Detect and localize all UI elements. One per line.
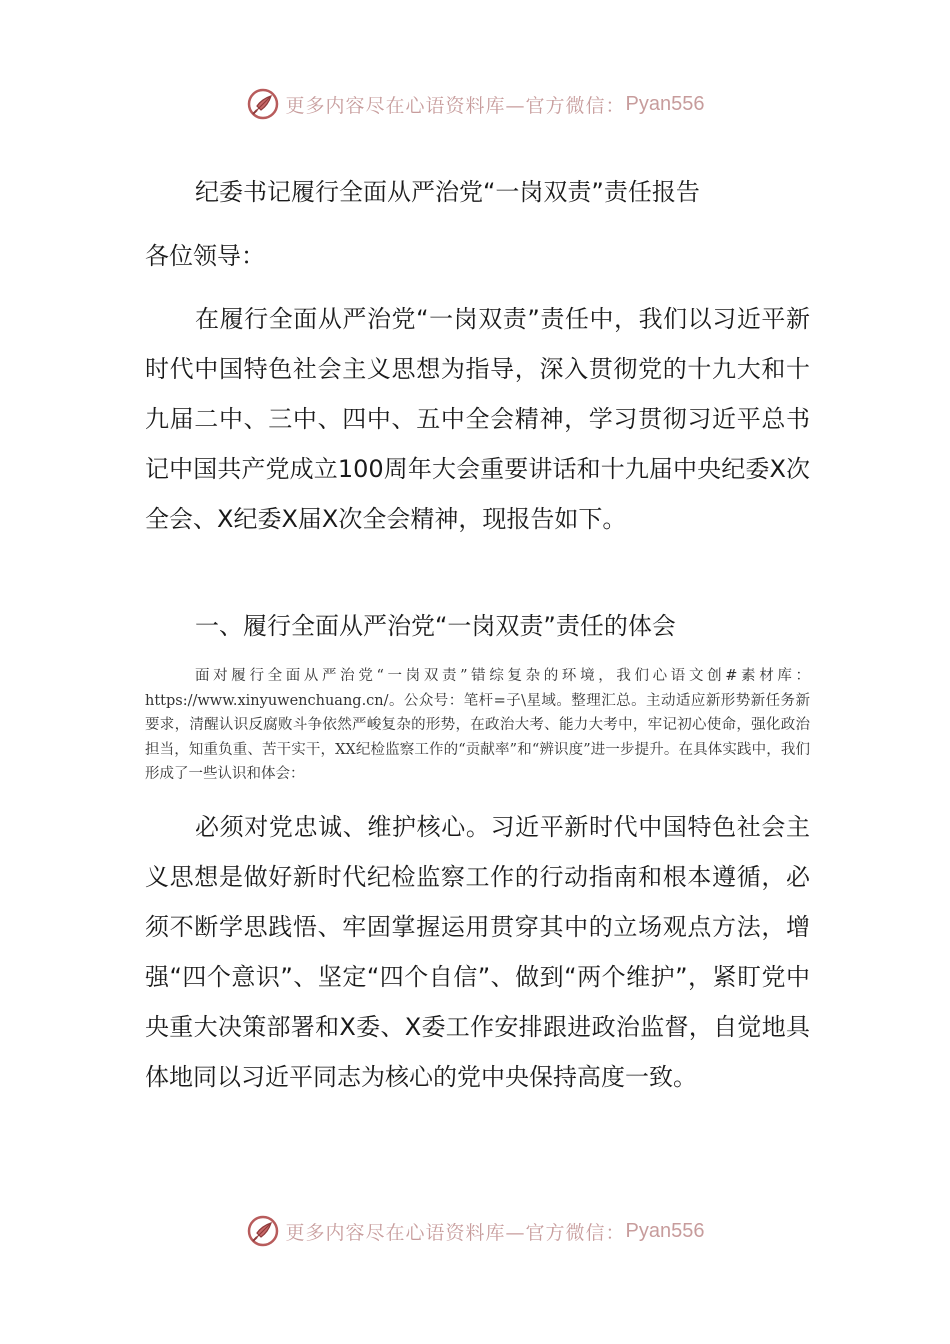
banner-text: 更多内容尽在心语资料库—官方微信： xyxy=(285,94,626,117)
small-paragraph: 面对履行全面从严治党“一岗双责”错综复杂的环境，我们心语文创#素材库：https://www.xinyuwenchuang.cn/。公众号：笔杆=子\星域。整理汇总。主动适应新形势新任务新要求，清醒认识反腐败斗争依然严峻复杂的形势，在政治大考、能力大考中，牢记初心使命，强化政治担当，知重负重、苦干实干，XX纪检监察工作的“贡献率”和“辨识度”进一步提升。在具体实践中，我们形成了一些认识和体会： xyxy=(145,668,810,782)
banner-wechat-id: Pyan556 xyxy=(625,92,705,115)
document-title: 纪委书记履行全面从严治党“一岗双责”责任报告 xyxy=(195,178,700,206)
footer-banner xyxy=(0,1211,950,1251)
body-paragraph: 必须对党忠诚、维护核心。习近平新时代中国特色社会主义思想是做好新时代纪检监察工作的行动指南和根本遵循，必须不断学思践悟、牢固掌握运用贯穿其中的立场观点方法，增强“四个意识”、坚定“四个自信”、做到“两个维护”，紧盯党中央重大决策部署和X委、X委工作安排跟进政治监督，自觉地具体地同以习近平同志为核心的党中央保持高度一致。 xyxy=(145,813,810,1091)
section-heading: 一、履行全面从严治党“一岗双责”责任的体会 xyxy=(195,612,676,640)
banner-wechat-id: Pyan556 xyxy=(625,1219,705,1242)
quill-logo-icon xyxy=(246,1214,280,1248)
quill-logo-icon xyxy=(246,87,280,121)
body-block xyxy=(145,802,810,1102)
header-banner xyxy=(0,84,950,124)
intro-paragraph: 在履行全面从严治党“一岗双责”责任中，我们以习近平新时代中国特色社会主义思想为指导，深入贯彻党的十九大和十九届二中、三中、四中、五中全会精神，学习贯彻习近平总书记中国共产党成立100周年大会重要讲话和十九届中央纪委X次全会、X纪委X届X次全会精神，现报告如下。 xyxy=(145,305,810,533)
intro-block xyxy=(145,294,810,544)
banner-text: 更多内容尽在心语资料库—官方微信： xyxy=(285,1221,626,1244)
greeting: 各位领导： xyxy=(145,242,265,270)
